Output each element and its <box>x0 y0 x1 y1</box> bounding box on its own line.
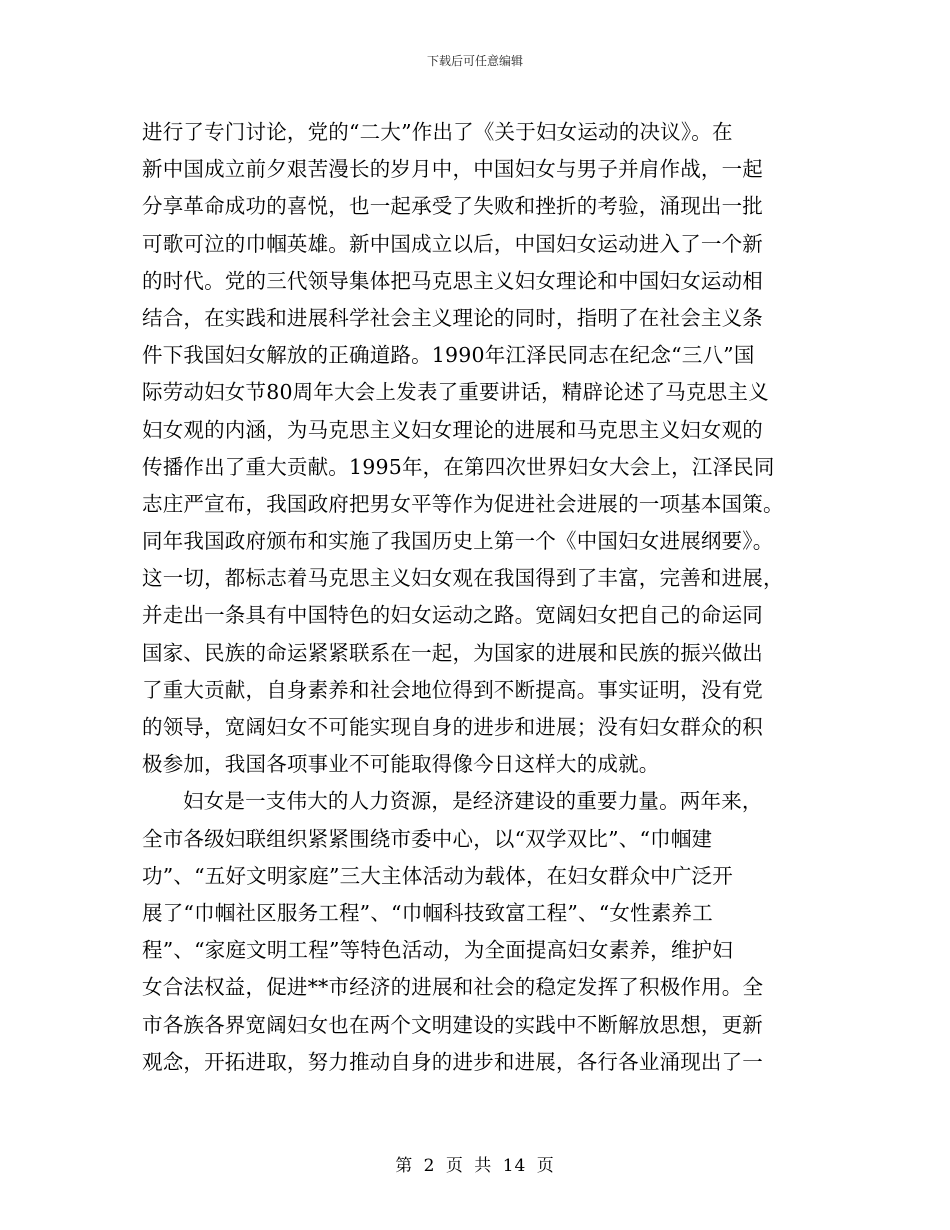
text-line: 同年我国政府颁布和实施了我国历史上第一个《中国妇女进展纲要》。 <box>142 529 774 554</box>
text-line: 观念，开拓进取，努力推动自身的进步和进展，各行各业涌现出了一 <box>142 1049 763 1074</box>
text-line: 进行了专门讨论，党的“二大”作出了《关于妇女运动的决议》。在 <box>142 120 733 144</box>
paragraph-first-line: 妇女是一支伟大的人力资源，是经济建设的重要力量。两年来， <box>183 789 763 814</box>
text-line: 功”、“五好文明家庭”三大主体活动为载体，在妇女群众中广泛开 <box>142 863 733 888</box>
text-line: 志庄严宣布，我国政府把男女平等作为促进社会进展的一项基本国策。 <box>142 491 784 516</box>
text-line: 展了“巾帼社区服务工程”、“巾帼科技致富工程”、“女性素养工 <box>142 900 713 925</box>
text-line: 传播作出了重大贡献。1995年，在第四次世界妇女大会上，江泽民同 <box>142 454 775 479</box>
text-line: 了重大贡献，自身素养和社会地位得到不断提高。事实证明，没有党 <box>142 677 763 702</box>
text-line: 分享革命成功的喜悦，也一起承受了失败和挫折的考验，涌现出一批 <box>142 194 763 219</box>
text-line: 国家、民族的命运紧紧联系在一起，为国家的进展和民族的振兴做出 <box>142 640 763 665</box>
text-line: 件下我国妇女解放的正确道路。1990年江泽民同志在纪念“三八”国 <box>142 343 755 368</box>
text-line: 极参加，我国各项事业不可能取得像今日这样大的成就。 <box>142 752 660 777</box>
text-line: 际劳动妇女节80周年大会上发表了重要讲话，精辟论述了马克思主义 <box>142 380 769 405</box>
text-line: 的时代。党的三代领导集体把马克思主义妇女理论和中国妇女运动相 <box>142 268 763 293</box>
text-line: 新中国成立前夕艰苦漫长的岁月中，中国妇女与男子并肩作战，一起 <box>142 157 763 182</box>
text-line: 并走出一条具有中国特色的妇女运动之路。宽阔妇女把自己的命运同 <box>142 603 763 628</box>
text-line: 程”、“家庭文明工程”等特色活动，为全面提高妇女素养，维护妇 <box>142 938 733 963</box>
text-line: 妇女观的内涵，为马克思主义妇女理论的进展和马克思主义妇女观的 <box>142 417 763 442</box>
page-header: 下载后可任意编辑 <box>426 54 523 68</box>
document-body <box>142 114 808 1081</box>
text-line: 可歌可泣的巾帼英雄。新中国成立以后，中国妇女运动进入了一个新 <box>142 231 763 256</box>
text-line: 这一切，都标志着马克思主义妇女观在我国得到了丰富，完善和进展， <box>142 566 784 591</box>
text-line: 结合，在实践和进展科学社会主义理论的同时，指明了在社会主义条 <box>142 305 763 330</box>
text-line: 的领导，宽阔妇女不可能实现自身的进步和进展；没有妇女群众的积 <box>142 715 763 739</box>
page-footer: 第 2 页 共 14 页 <box>395 1156 555 1176</box>
text-line: 女合法权益，促进**市经济的进展和社会的稳定发挥了积极作用。全 <box>142 975 764 1000</box>
text-line: 全市各级妇联组织紧紧围绕市委中心，以“双学双比”、“巾帼建 <box>142 826 713 851</box>
text-line: 市各族各界宽阔妇女也在两个文明建设的实践中不断解放思想，更新 <box>142 1012 763 1037</box>
